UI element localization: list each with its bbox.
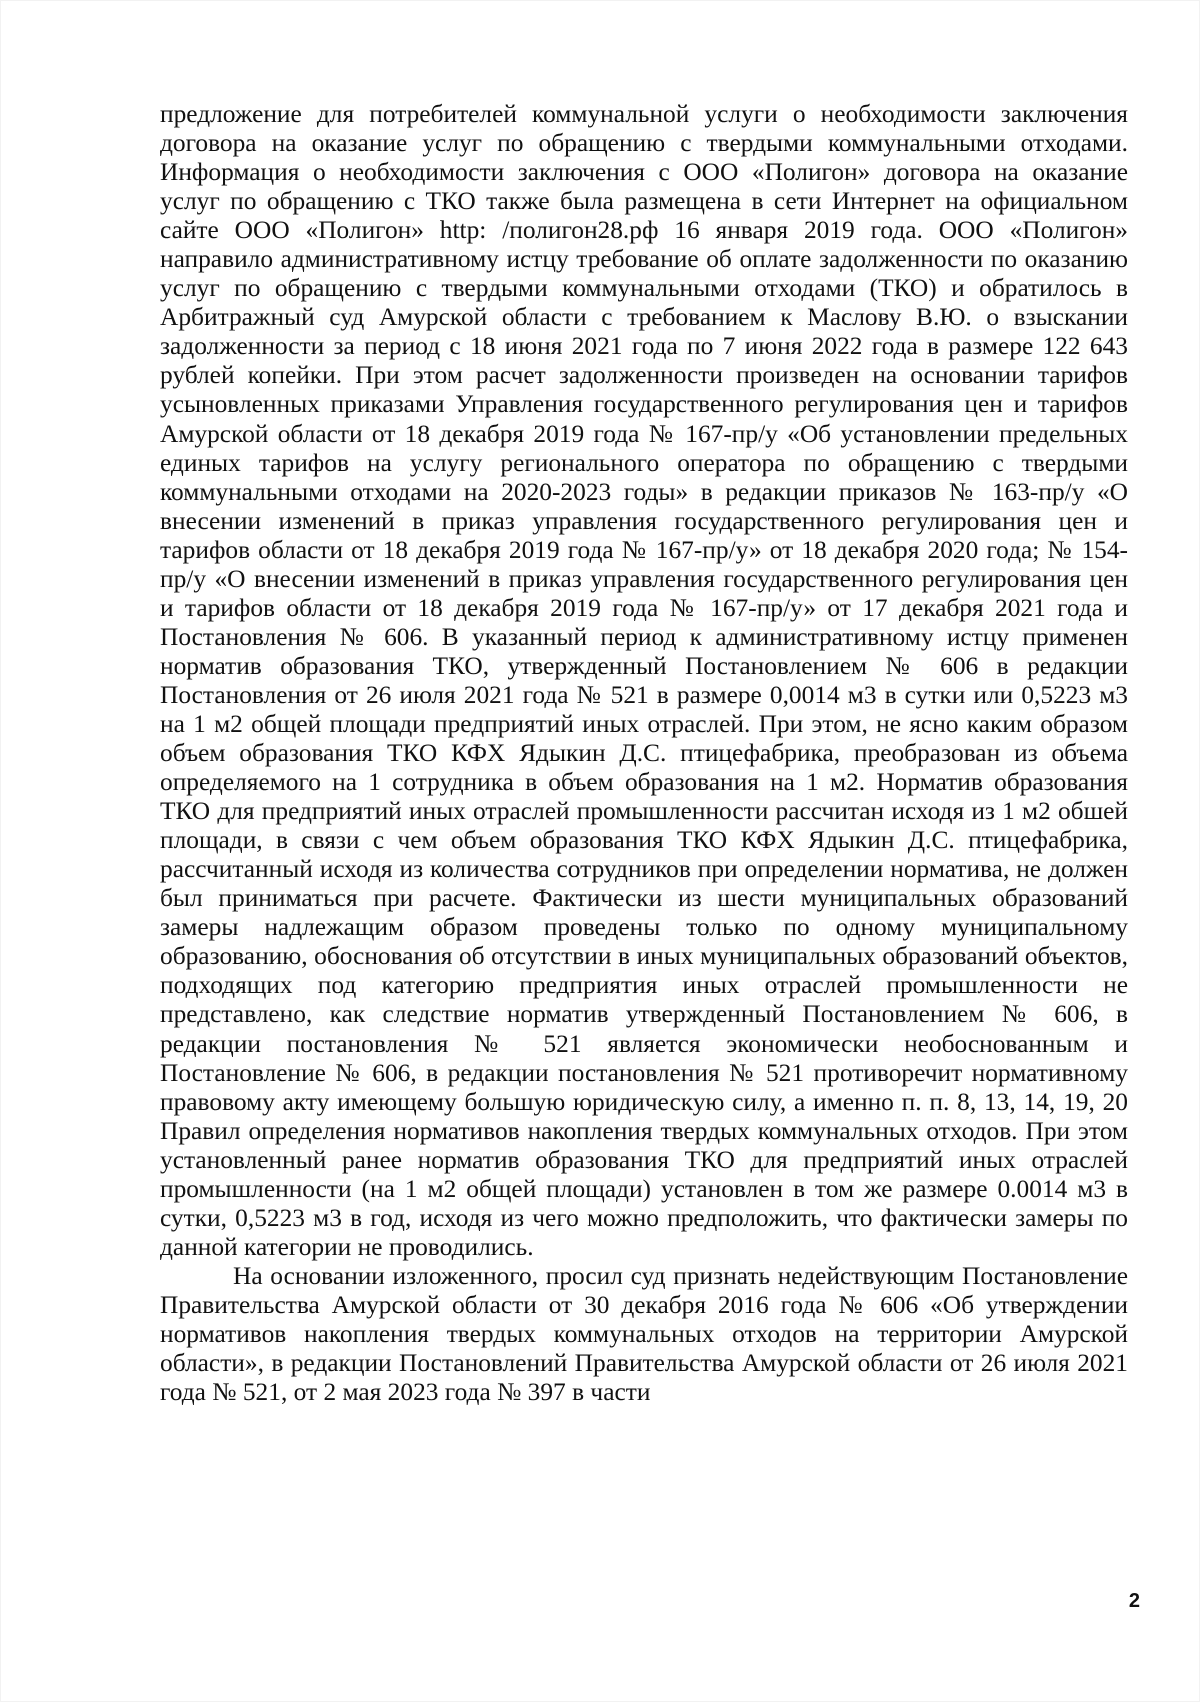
paragraph-request: На основании изложенного, просил суд признать недействующим Постановление Правительства Амурской области от 30 декабря 2016 года № 606 «Об утверждении нормативов накопления твердых коммунальных отходов на территории Амурской области», в редакции Постановлений Правительства Амурской области от 26 июля 2021 года № 521, от 2 мая 2023 года № 397 в части	[160, 1261, 1128, 1407]
page-number: 2	[1128, 1590, 1140, 1612]
paragraph-continuation: предложение для потребителей коммунальной услуги о необходимости заключения договора на оказание услуг по обращению с твердыми коммунальными отходами. Информация о необходимости заключения с ООО «Полигон» договора на оказание услуг по обращению с ТКО также была размещена в сети Интернет на официальном сайте ООО «Полигон» http: /полигон28.рф 16 января 2019 года. ООО «Полигон» направило административному истцу требование об оплате задолженности по оказанию услуг по обращению с твердыми коммунальными отходами (ТКО) и обратилось в Арбитражный суд Амурской области с требованием к Маслову В.Ю. о взыскании задолженности за период с 18 июня 2021 года по 7 июня 2022 года в размере 122 643 рублей копейки. При этом расчет задолженности произведен на основании тарифов усыновленных приказами Управления государственного регулирования цен и тарифов Амурской области от 18 декабря 2019 года № 167-пр/у «Об установлении предельных единых тарифов на услугу регионального оператора по обращению с твердыми коммунальными отходами на 2020-2023 годы» в редакции приказов № 163-пр/у «О внесении изменений в приказ управления государственного регулирования цен и тарифов области от 18 декабря 2019 года № 167-пр/у» от 18 декабря 2020 года; № 154-пр/у «О внесении изменений в приказ управления государственного регулирования цен и тарифов области от 18 декабря 2019 года № 167-пр/у» от 17 декабря 2021 года и Постановления № 606. В указанный период к административному истцу применен норматив образования ТКО, утвержденный Постановлением № 606 в редакции Постановления от 26 июля 2021 года № 521 в размере 0,0014 м3 в сутки или 0,5223 м3 на 1 м2 общей площади предприятий иных отраслей. При этом, не ясно каким образом объем образования ТКО КФХ Ядыкин Д.С. птицефабрика, преобразован из объема определяемого на 1 сотрудника в объем образования на 1 м2. Норматив образования ТКО для предприятий иных отраслей промышленности рассчитан исходя из 1 м2 обшей площади, в связи с чем объем образования ТКО КФХ Ядыкин Д.С. птицефабрика, рассчитанный исходя из количества сотрудников при определении норматива, не должен был приниматься при расчете. Фактически из шести муниципальных образований замеры надлежащим образом проведены только по одному муниципальному образованию, обоснования об отсутствии в иных муниципальных образований объектов, подходящих под категорию предприятия иных отраслей промышленности не представлено, как следствие норматив утвержденный Постановлением № 606, в редакции постановления № 521 является экономически необоснованным и Постановление № 606, в редакции постановления № 521 противоречит нормативному правовому акту имеющему большую юридическую силу, а именно п. п. 8, 13, 14, 19, 20 Правил определения нормативов накопления твердых коммунальных отходов. При этом установленный ранее норматив образования ТКО для предприятий иных отраслей промышленности (на 1 м2 общей площади) установлен в том же размере 0.0014 м3 в сутки, 0,5223 м3 в год, исходя из чего можно предположить, что фактически замеры по данной категории не проводились.	[160, 100, 1128, 1261]
document-body	[160, 100, 1128, 1407]
